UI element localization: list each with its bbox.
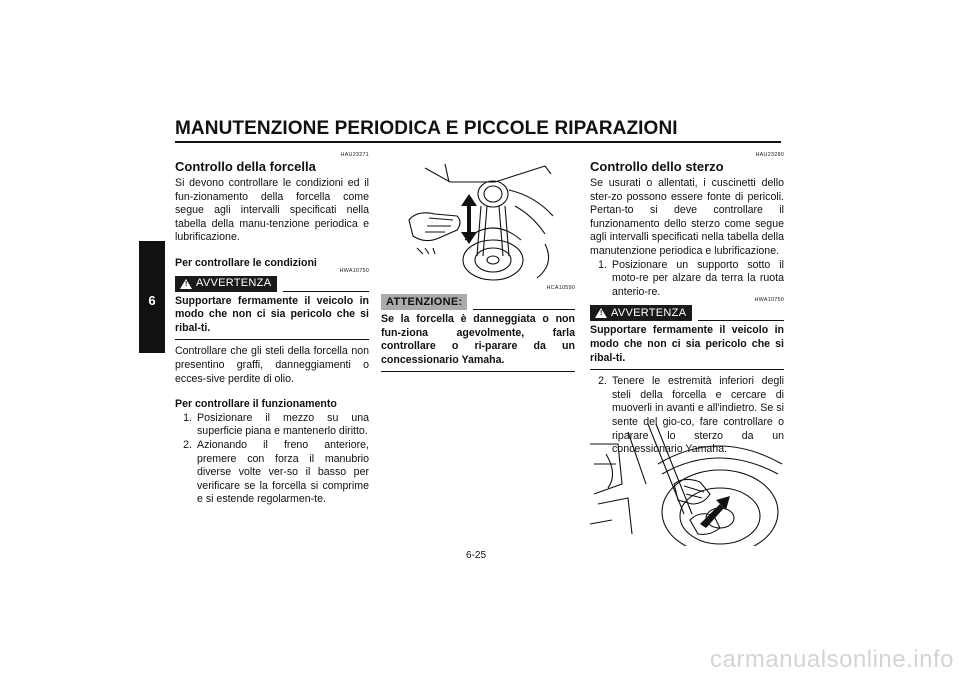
- warning-text: Supportare fermamente il veicolo in modo che non ci sia pericolo che si ribal-ti.: [175, 294, 369, 334]
- chapter-tab: 6: [139, 241, 165, 353]
- caution-badge: ATTENZIONE:: [381, 294, 467, 310]
- subhead-function: Per controllare il funzionamento: [175, 398, 337, 411]
- warning-code: HWA10750: [339, 267, 369, 274]
- fork-intro: Si devono controllare le condizioni ed il fun-zionamento della forcella come segue agli intervalli specificati nella tabella della manu-tenzione periodica e lubrificazione.: [175, 177, 369, 244]
- warning-bottom-rule: [175, 339, 369, 340]
- page-number: 6-25: [466, 550, 487, 561]
- watermark: carmanualsonline.info: [710, 646, 954, 673]
- steering-steps-1: [590, 259, 784, 300]
- section-title-fork: Controllo della forcella: [175, 159, 316, 174]
- warning-label: AVVERTENZA: [196, 276, 272, 289]
- step-text: Tenere le estremità inferiori degli steli della forcella e cercare di muoverli in avanti e all'indietro. Se si sente del gio-co, fare controllare o riparare lo sterzo da un concessionario Yamaha.: [612, 375, 784, 456]
- steering-intro: Se usurati o allentati, i cuscinetti dello ster-zo possono essere fonte di pericoli. Pertan-to si deve controllare il funzionamento dello sterzo come segue agli intervalli specificati nella tabella della manutenzione periodica e lubrificazione.: [590, 177, 784, 257]
- function-steps: [175, 412, 369, 507]
- warning-text: Supportare fermamente il veicolo in modo che non ci sia pericolo che si ribal-ti.: [590, 324, 784, 364]
- section-code: HAU23280: [755, 152, 784, 158]
- page-title: MANUTENZIONE PERIODICA E PICCOLE RIPARAZIONI: [175, 118, 678, 139]
- step-text: Posizionare un supporto sotto il moto-re per alzare da terra la ruota anterio-re.: [612, 258, 784, 298]
- warning-badge: [175, 276, 277, 292]
- warning-header: [590, 305, 784, 321]
- caution-header: [381, 294, 575, 310]
- condition-text: Controllare che gli steli della forcella non presentino graffi, danneggiamenti o ecces-sive perdite di olio.: [175, 345, 369, 385]
- warning-header: [175, 276, 369, 292]
- caution-text: Se la forcella è danneggiata o non fun-ziona agevolmente, farla controllare o ri-parare da un concessionario Yamaha.: [381, 313, 575, 366]
- list-item: [590, 259, 784, 300]
- warning-triangle-icon: !: [180, 279, 192, 289]
- step-number: 2.: [598, 375, 607, 388]
- step-number: 1.: [183, 411, 192, 424]
- list-item: [175, 412, 369, 439]
- step-number: 2.: [183, 438, 192, 451]
- caution-code: HCA10590: [546, 285, 575, 291]
- warning-rule: [698, 320, 784, 321]
- section-title-steering: Controllo dello sterzo: [590, 159, 724, 174]
- warning-triangle-icon: !: [595, 308, 607, 318]
- caution-bottom-rule: [381, 371, 575, 372]
- caution-rule: [473, 309, 575, 310]
- section-code: HAU23271: [340, 152, 369, 158]
- header-rule: [175, 141, 781, 143]
- warning-bottom-rule: [590, 369, 784, 370]
- step-text: Azionando il freno anteriore, premere con forza il manubrio diverse volte ver-so il basso per verificare se la forcella si comprime e si estende regolarmen-te.: [197, 438, 369, 506]
- subhead-condition: Per controllare le condizioni: [175, 256, 317, 269]
- column-fork-check: [175, 152, 369, 507]
- warning-code: HWA10750: [754, 297, 784, 304]
- column-caution: [381, 285, 575, 377]
- step-text: Posizionare il mezzo su una superficie piana e mantenerlo diritto.: [197, 411, 369, 438]
- column-steering-check: [590, 152, 784, 457]
- warning-label: AVVERTENZA: [611, 306, 687, 319]
- step-number: 1.: [598, 258, 607, 271]
- warning-badge: [590, 305, 692, 321]
- steering-check-illustration: [588, 424, 784, 546]
- front-fork-illustration: [405, 160, 560, 282]
- list-item: [175, 439, 369, 507]
- warning-rule: [283, 291, 369, 292]
